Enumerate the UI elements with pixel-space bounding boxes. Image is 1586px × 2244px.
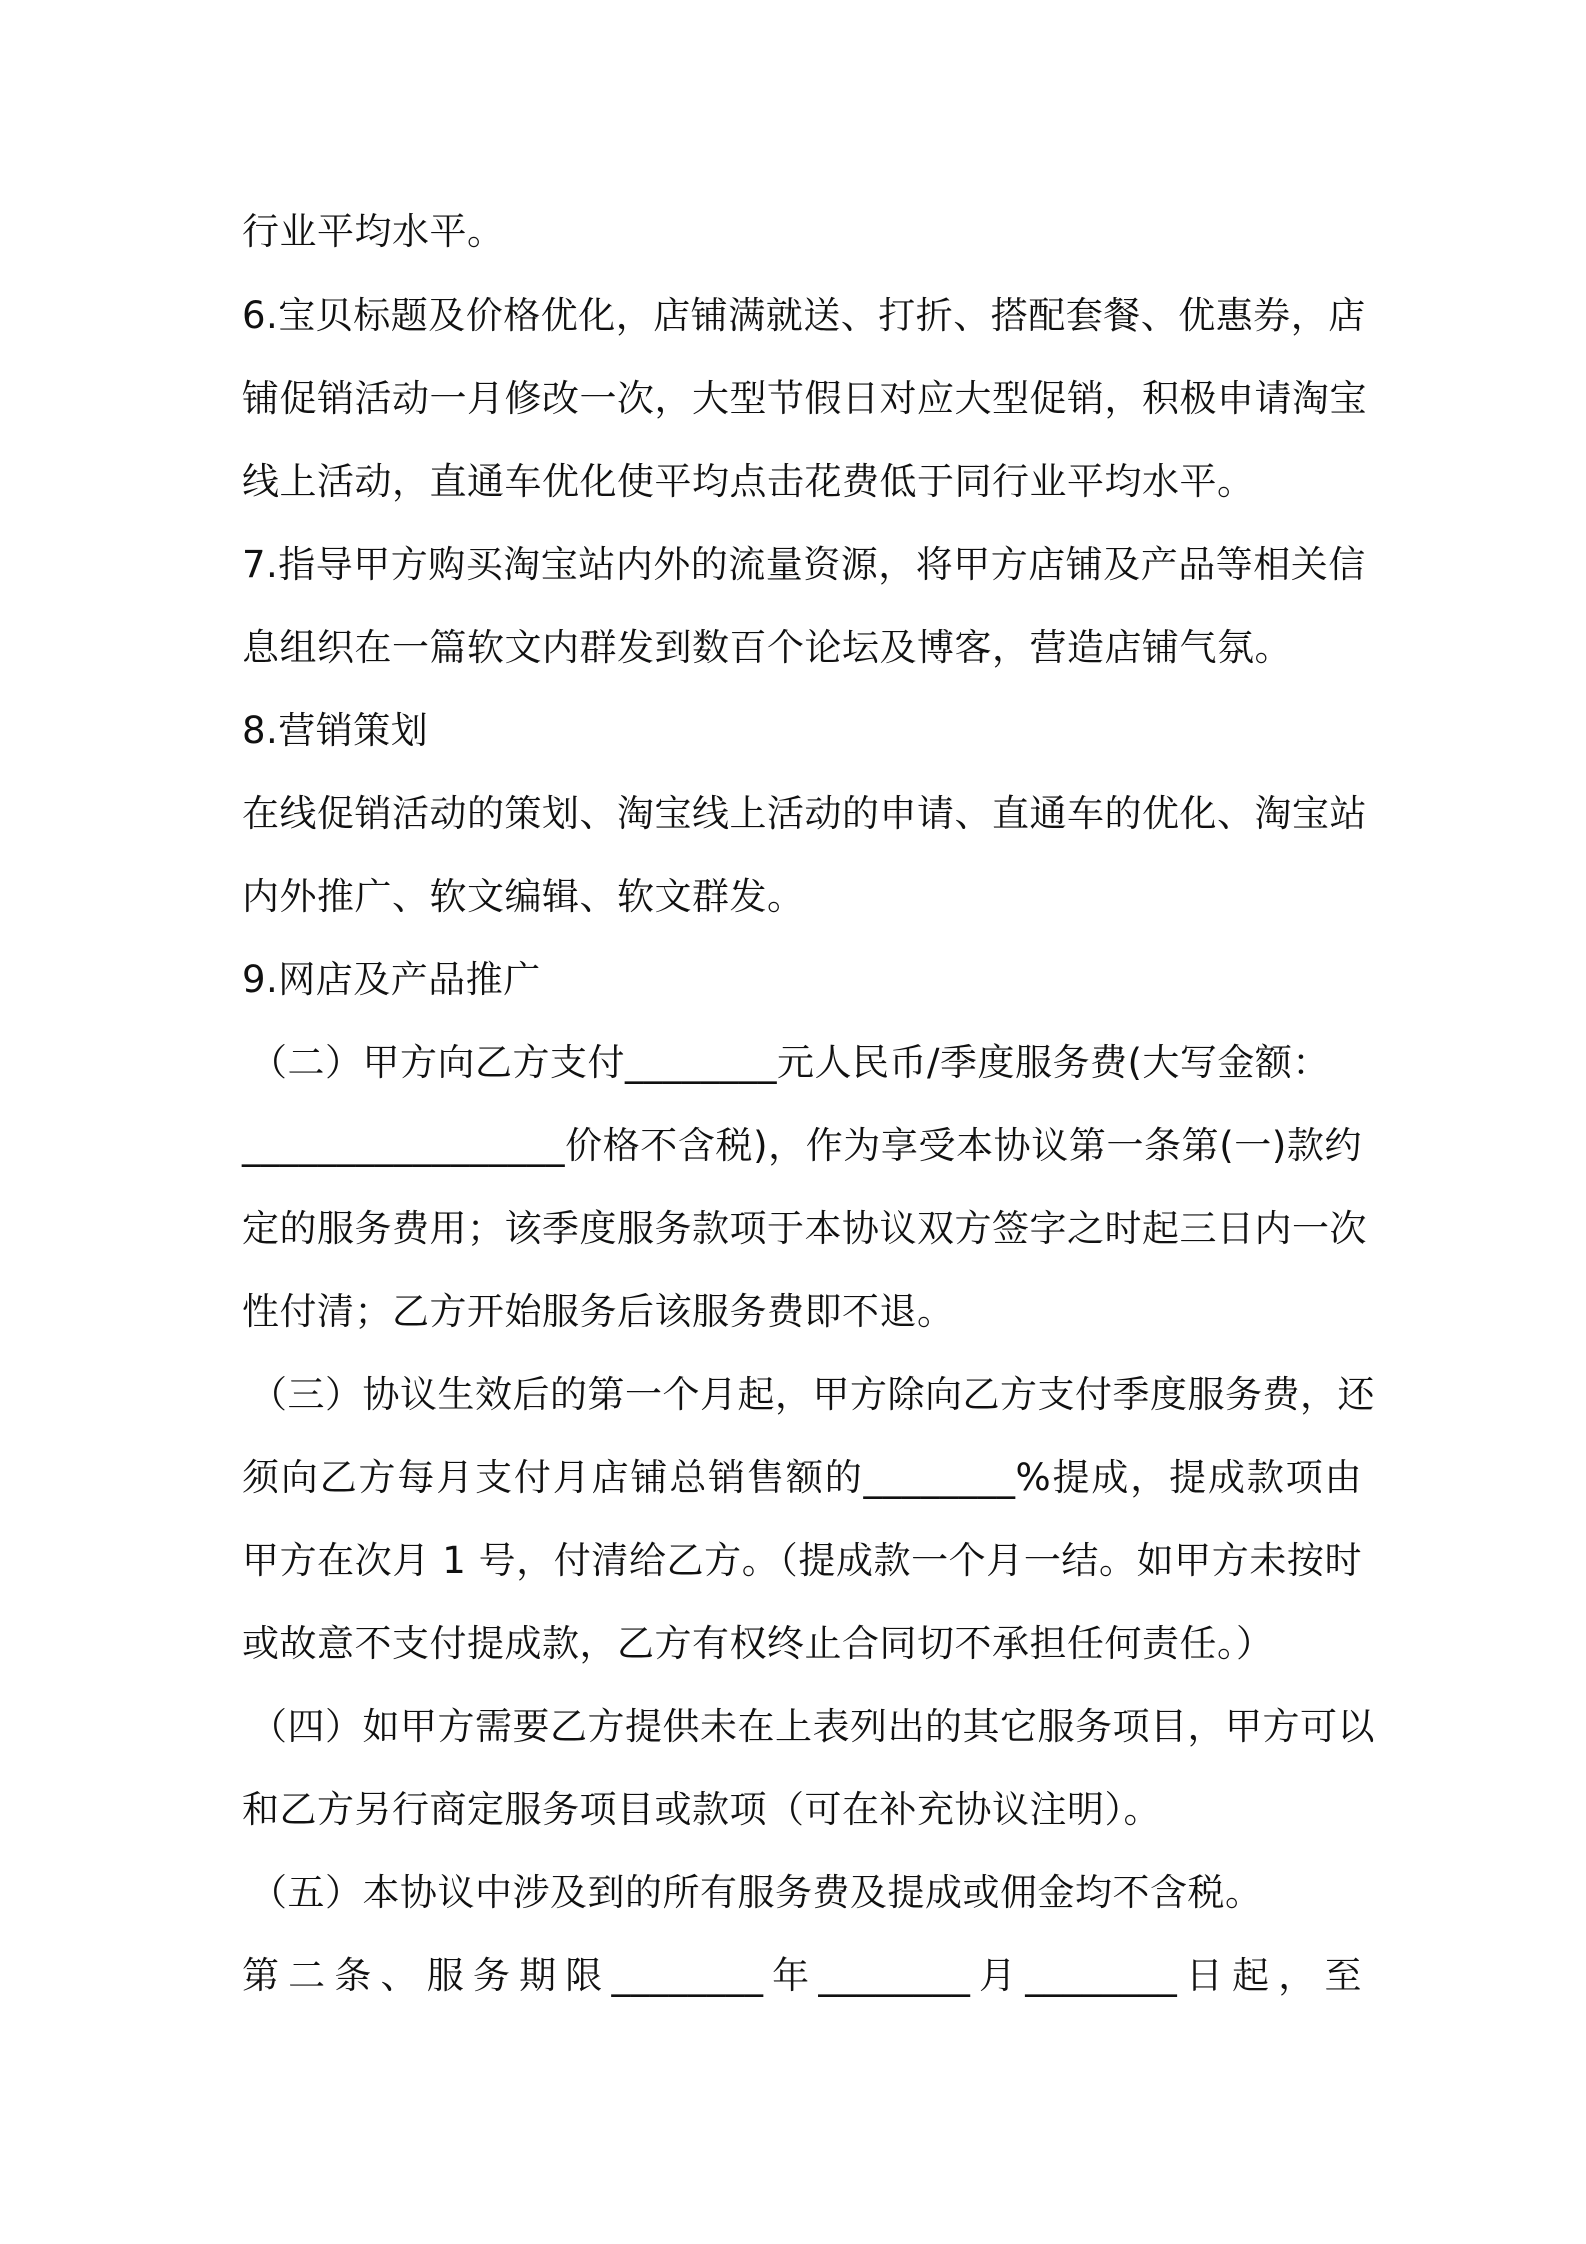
- paragraph-line: 须向乙方每月支付月店铺总销售额的________%提成，提成款项由: [242, 1456, 1362, 1499]
- paragraph-line: 息组织在一篇软文内群发到数百个论坛及博客，营造店铺气氛。: [242, 626, 1292, 669]
- section-heading: 9.网店及产品推广: [242, 958, 541, 1001]
- paragraph-line: （四）如甲方需要乙方提供未在上表列出的其它服务项目，甲方可以: [250, 1705, 1375, 1748]
- paragraph-line: 第二条、服务期限________年________月________日起，至: [242, 1954, 1362, 1997]
- paragraph-line: 行业平均水平。: [242, 210, 505, 253]
- paragraph-line: 和乙方另行商定服务项目或款项（可在补充协议注明）。: [242, 1788, 1161, 1831]
- paragraph-line: 甲方在次月 1 号，付清给乙方。（提成款一个月一结。如甲方未按时: [242, 1539, 1362, 1582]
- section-heading: 8.营销策划: [242, 709, 429, 752]
- paragraph-line: 性付清；乙方开始服务后该服务费即不退。: [242, 1290, 955, 1333]
- paragraph-line: （二）甲方向乙方支付________元人民币/季度服务费(大写金额：: [250, 1041, 1330, 1084]
- paragraph-line: 铺促销活动一月修改一次，大型节假日对应大型促销，积极申请淘宝: [242, 377, 1367, 420]
- paragraph-line: 内外推广、软文编辑、软文群发。: [242, 875, 805, 918]
- paragraph-line: _________________价格不含税)，作为享受本协议第一条第(一)款约: [242, 1124, 1362, 1167]
- paragraph-line: 或故意不支付提成款，乙方有权终止合同切不承担任何责任。）: [242, 1622, 1274, 1665]
- paragraph-line: （三）协议生效后的第一个月起，甲方除向乙方支付季度服务费，还: [250, 1373, 1375, 1416]
- paragraph-line: 7.指导甲方购买淘宝站内外的流量资源，将甲方店铺及产品等相关信: [242, 543, 1366, 586]
- paragraph-line: （五）本协议中涉及到的所有服务费及提成或佣金均不含税。: [250, 1871, 1263, 1914]
- paragraph-line: 线上活动，直通车优化使平均点击花费低于同行业平均水平。: [242, 460, 1255, 503]
- paragraph-line: 6.宝贝标题及价格优化，店铺满就送、打折、搭配套餐、优惠券，店: [242, 294, 1366, 337]
- paragraph-line: 在线促销活动的策划、淘宝线上活动的申请、直通车的优化、淘宝站: [242, 792, 1367, 835]
- paragraph-line: 定的服务费用；该季度服务款项于本协议双方签字之时起三日内一次: [242, 1207, 1367, 1250]
